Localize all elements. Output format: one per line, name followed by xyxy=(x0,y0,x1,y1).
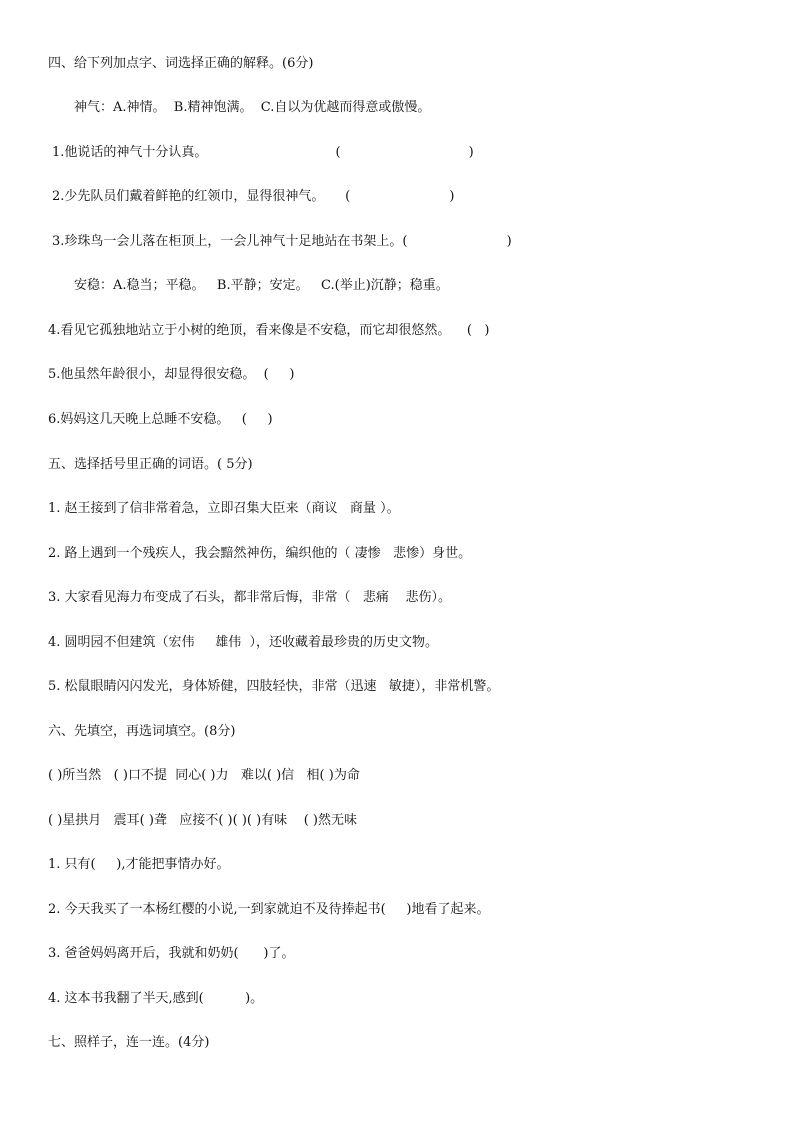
question-4-5: 5.他虽然年龄很小，却显得很安稳。 ( ) xyxy=(48,367,295,382)
question-4-3: 3.珍珠鸟一会儿落在柜顶上，一会儿神气十足地站在书架上。( ) xyxy=(52,234,512,249)
question-5-3: 3. 大家看见海力布变成了石头，都非常后悔，非常（ 悲痛 悲伤）。 xyxy=(48,590,451,605)
question-5-2: 2. 路上遇到一个残疾人，我会黯然神伤，编织他的（ 凄惨 悲惨）身世。 xyxy=(48,546,472,561)
question-5-4: 4. 圆明园不但建筑（宏伟 雄伟 ），还收藏着最珍贵的历史文物。 xyxy=(48,635,438,650)
definition-anwen: 安稳：A.稳当；平稳。 B.平静；安定。 C.(举止)沉静；稳重。 xyxy=(74,278,449,293)
question-5-5: 5. 松鼠眼睛闪闪发光，身体矫健，四肢轻快，非常（迅速 敏捷），非常机警。 xyxy=(48,679,500,694)
question-4-2: 2.少先队员们戴着鲜艳的红领巾，显得很神气。 ( ) xyxy=(52,189,455,204)
question-4-1: 1.他说话的神气十分认真。 ( ) xyxy=(52,145,474,160)
section-7-heading: 七、照样子，连一连。(4分) xyxy=(48,1035,210,1050)
question-4-4: 4.看见它孤独地站立于小树的绝顶，看来像是不安稳，而它却很悠然。 ( ) xyxy=(48,323,490,338)
question-6-4: 4. 这本书我翻了半天,感到( )。 xyxy=(48,991,264,1006)
question-5-1: 1. 赵王接到了信非常着急，立即召集大臣来（商议 商量 ）。 xyxy=(48,501,400,516)
definition-shenqi: 神气：A.神情。 B.精神饱满。 C.自以为优越而得意或傲慢。 xyxy=(74,100,431,115)
question-6-1: 1. 只有( ),才能把事情办好。 xyxy=(48,857,230,872)
question-6-3: 3. 爸爸妈妈离开后，我就和奶奶( )了。 xyxy=(48,946,295,961)
section-6-heading: 六、先填空，再选词填空。(8分) xyxy=(48,724,236,739)
question-6-2: 2. 今天我买了一本杨红樱的小说,一到家就迫不及待捧起书( )地看了起来。 xyxy=(48,902,490,917)
section-5-heading: 五、选择括号里正确的词语。( 5分) xyxy=(48,457,253,472)
question-4-6: 6.妈妈这几天晚上总睡不安稳。 ( ) xyxy=(48,412,273,427)
section-4-heading: 四、给下列加点字、词选择正确的解释。(6分) xyxy=(48,56,314,71)
idiom-row-2: ( )星拱月 震耳( )聋 应接不( )( )( )有味 ( )然无味 xyxy=(48,813,357,828)
idiom-row-1: ( )所当然 ( )口不提 同心( )力 难以( )信 相( )为命 xyxy=(48,768,360,783)
